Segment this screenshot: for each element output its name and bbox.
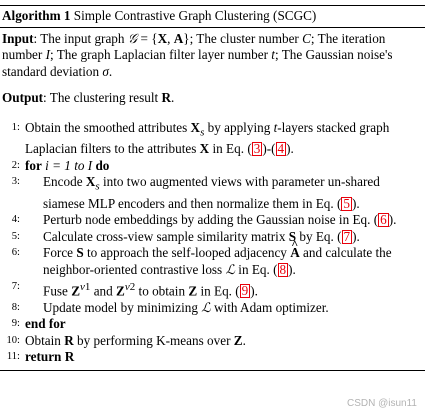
output-label: Output <box>2 90 44 106</box>
algorithm-title <box>0 6 425 27</box>
output-description: Output: The clustering result R. <box>2 90 175 106</box>
step-11: 11: return R <box>6 349 75 365</box>
algorithm-label: Algorithm 1 <box>2 8 71 23</box>
step-5: 5: Calculate cross-view sample similarity matrix S by Eq. ( 7 ). <box>11 228 360 244</box>
step-10: 10: Obtain R by performing K-means over Z. <box>6 332 246 348</box>
step-8: 8: Update model by minimizing ℒ with Adam optimizer. <box>11 299 329 315</box>
algorithm-steps <box>0 120 425 366</box>
step-4: 4: Perturb node embeddings by adding the Gaussian noise in Eq. ( 6 ). <box>11 212 397 228</box>
equation-ref-link[interactable]: 8 <box>279 262 287 277</box>
step-9: 9: end for <box>11 316 66 332</box>
bottom-rule <box>0 370 425 371</box>
algorithm-box <box>0 5 425 371</box>
equation-ref-link[interactable]: 9 <box>241 282 249 298</box>
step-6: 6: Force S to approach the self-looped adjacency ^ A and calculate the neighbor-oriented contrastive loss ℒ in Eq. ( 8 ). <box>0 245 425 278</box>
equation-ref-link[interactable]: 5 <box>343 195 350 211</box>
step-1: 1: Obtain the smoothed attributes $X_s$ by applying t-layers stacked graph Laplacian filters to the attributes X in Eq. ( 3 )-( 4 ). <box>11 119 390 157</box>
watermark: CSDN @isun11 <box>347 398 417 409</box>
algorithm-name: Simple Contrastive Graph Clustering (SCGC) <box>73 8 317 23</box>
equation-ref-link[interactable]: 7 <box>343 228 351 244</box>
input-label: Input <box>2 30 34 46</box>
step-2: 2: for i = 1 to I do <box>11 157 110 173</box>
equation-ref-link[interactable]: 4 <box>277 141 285 157</box>
step-3: 3: Encode $X_s$ into two augmented views with parameter un-shared siamese MLP encoders and then normalize them in Eq. ( 5 ). <box>11 174 380 211</box>
input-description: Input: The input graph 𝒢 = {X, A}; The cluster number C; The iteration number I; The graph Laplacian filter layer number t; The Gaussian noise's standard deviation σ. <box>2 30 393 79</box>
equation-ref-link[interactable]: 3 <box>253 141 261 157</box>
step-7: 7: Fuse $Z^{v1}$ and $Z^{v2}$ to obtain Z in Eq. ( 9 ). <box>11 280 258 298</box>
equation-ref-link[interactable]: 6 <box>380 212 387 228</box>
